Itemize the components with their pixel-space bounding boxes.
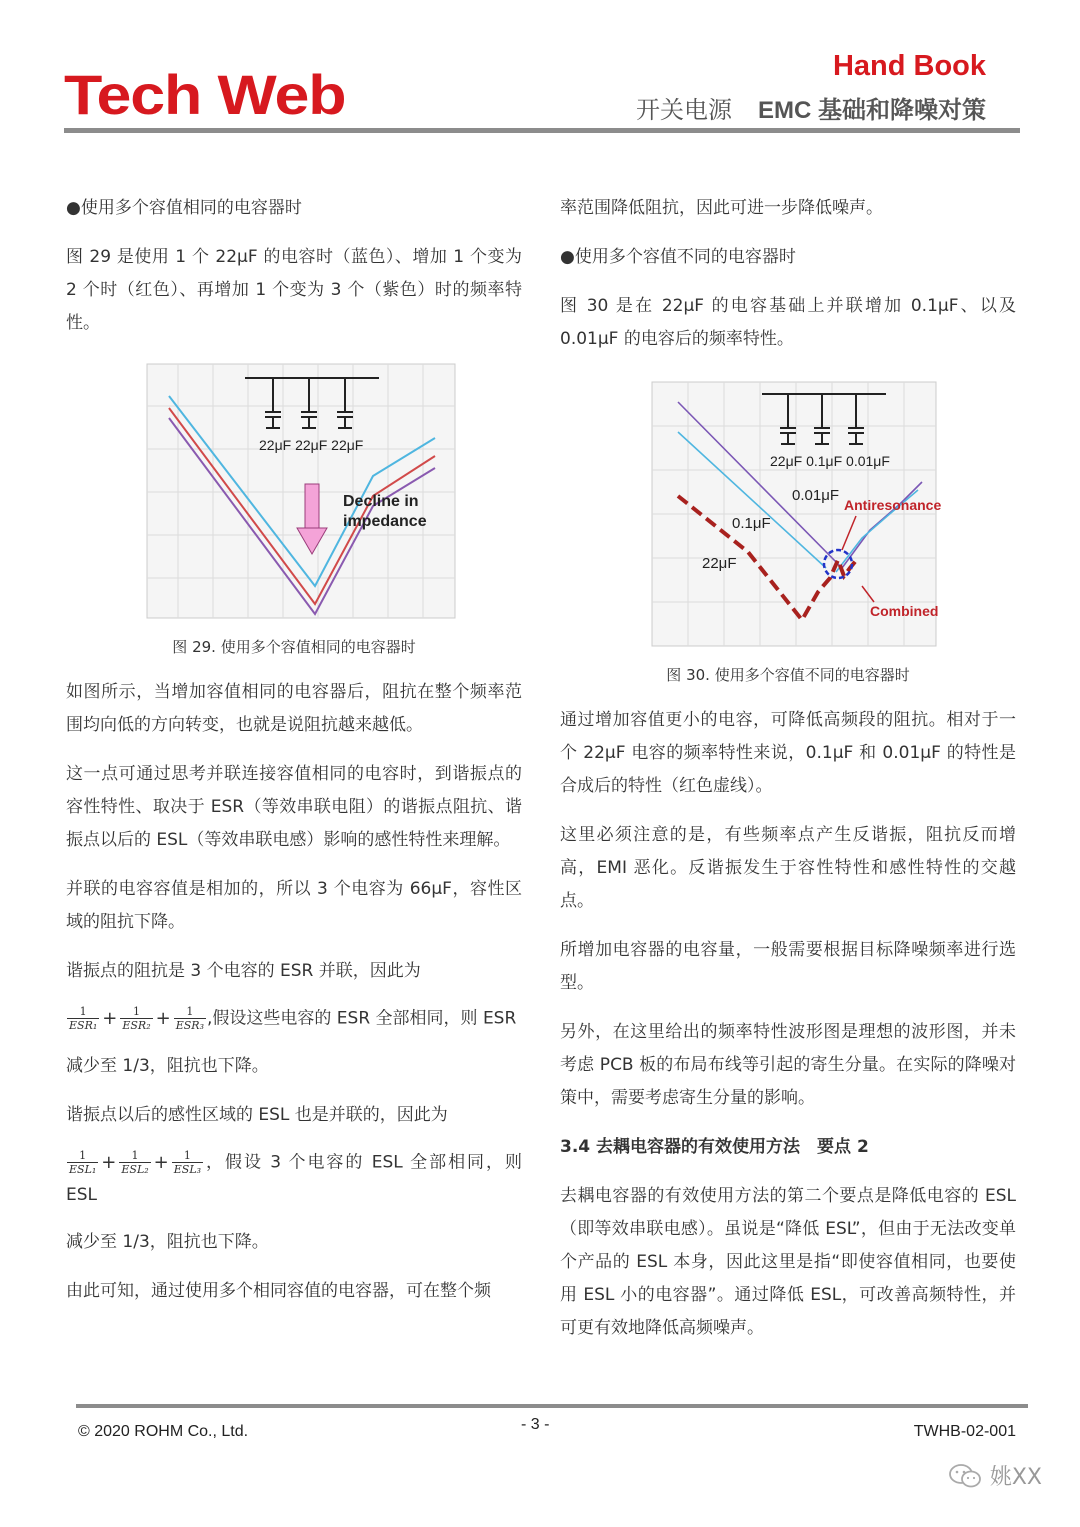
- subtitle-topic: 开关电源: [636, 96, 732, 124]
- left-paragraph: 谐振点以后的感性区域的 ESL 也是并联的，因此为: [66, 1104, 448, 1125]
- esl-fraction-3: $\frac{1}{\text{ESL₃}}$: [173, 1148, 202, 1176]
- left-paragraph: 减少至 1/3，阻抗也下降。: [66, 1232, 269, 1252]
- right-paragraph: 去耦电容器的有效使用方法的第二个要点是降低电容的 ESL（即等效串联电感）。虽说是“降低 ESL”，但由于无法改变单个产品的 ESL 本身，因此这里是指“即使容值相同，也要使用 ESL 小的电容器”。通过降低 ESL，可改善高频特性，并可更有效地降低高频噪声。: [560, 1186, 1016, 1338]
- footer-page-number: - 3 -: [521, 1416, 550, 1433]
- fig30-cap-labels: 22μF 0.1μF 0.01μF: [770, 453, 890, 469]
- footer-doc-id: TWHB-02-001: [913, 1423, 1016, 1440]
- esr-fraction-2: $\frac{1}{\text{ESR₂}}$: [122, 1005, 151, 1032]
- section-3-4-heading: 3.4 去耦电容器的有效使用方法 要点 2: [560, 1137, 869, 1157]
- esr-fraction-1: $\frac{1}{\text{ESR₁}}$: [69, 1005, 98, 1032]
- esr-fraction-3: $\frac{1}{\text{ESR₃}}$: [175, 1005, 204, 1032]
- right-bullet-heading: ●使用多个容值不同的电容器时: [560, 247, 796, 267]
- left-paragraph: 这一点可通过思考并联连接容值相同的电容时，到谐振点的容性特性、取决于 ESR（等效串联电阻）的谐振点阻抗、谐振点以后的 ESL（等效串联电感）影响的感性特性来理解。: [66, 764, 522, 850]
- esr-equation: $\frac{1}{\text{ESR₁}}$ + $\frac{1}{\text{ESR₂}}$ + $\frac{1}{\text{ESR₃}}$ ,假设这些电容的 ESR 全部相同，则 ESR: [69, 1005, 517, 1032]
- right-paragraph: 通过增加容值更小的电容，可降低高频段的阻抗。相对于一个 22μF 电容的频率特性来说，0.1μF 和 0.01μF 的特性是合成后的特性（红色虚线）。: [560, 710, 1016, 796]
- right-column: [560, 192, 1016, 1361]
- left-paragraph: 如图所示，当增加容值相同的电容器后，阻抗在整个频率范围均向低的方向转变，也就是说阻抗越来越低。: [66, 682, 522, 735]
- fig29-cap-labels: 22μF 22μF 22μF: [259, 437, 364, 453]
- figure-29-chart: [66, 356, 522, 628]
- left-paragraph: 由此可知，通过使用多个相同容值的电容器，可在整个频: [66, 1281, 491, 1301]
- figure-30-chart: [560, 372, 1016, 656]
- fig30-label-22: 22μF: [702, 555, 737, 572]
- watermark: [948, 1460, 1042, 1491]
- right-paragraph: 所增加电容器的电容量，一般需要根据目标降噪频率进行选型。: [560, 940, 1016, 993]
- left-paragraph: 减少至 1/3，阻抗也下降。: [66, 1055, 269, 1076]
- left-paragraph: 谐振点的阻抗是 3 个电容的 ESR 并联，因此为: [66, 961, 421, 981]
- footer-rule: [76, 1404, 1028, 1408]
- fig29-arrow-text-1: Decline in: [343, 493, 419, 510]
- techweb-logo: Tech Web: [64, 63, 346, 126]
- right-paragraph: 这里必须注意的是，有些频率点产生反谐振，阻抗反而增高，EMI 恶化。反谐振发生于容性特性和感性特性的交越点。: [560, 825, 1016, 911]
- esl-fraction-2: $\frac{1}{\text{ESL₂}}$: [121, 1148, 149, 1176]
- footer-copyright: © 2020 ROHM Co., Ltd.: [78, 1423, 249, 1440]
- figure-30-caption: 图 30. 使用多个容值不同的电容器时: [666, 666, 910, 684]
- right-paragraph: 率范围降低阻抗，因此可进一步降低噪声。: [560, 198, 883, 218]
- fig30-antiresonance: Antiresonance: [844, 497, 942, 513]
- header-rule: [64, 128, 1020, 133]
- fig30-combined: Combined: [870, 603, 939, 619]
- left-paragraph: 图 29 是使用 1 个 22μF 的电容时（蓝色）、增加 1 个变为 2 个时（红色）、再增加 1 个变为 3 个（紫色）时的频率特性。: [66, 247, 522, 333]
- watermark-text: 姚XX: [989, 1465, 1042, 1490]
- esl-equation: $\frac{1}{\text{ESL₁}}$ + $\frac{1}{\text{ESL₂}}$ + $\frac{1}{\text{ESL₃}}$ ，假设 3 个电容的 ESL 全部相同，则 ESL: [66, 1148, 522, 1205]
- handbook-subtitle: [636, 90, 986, 125]
- fig29-arrow-text-2: impedance: [343, 513, 427, 530]
- left-bullet-heading: ●使用多个容值相同的电容器时: [66, 198, 302, 218]
- figure-29-caption: 图 29. 使用多个容值相同的电容器时: [172, 638, 416, 656]
- wechat-icon: [948, 1463, 982, 1489]
- left-paragraph: 并联的电容容值是相加的，所以 3 个电容为 66μF，容性区域的阻抗下降。: [66, 879, 522, 932]
- fig30-label-01: 0.1μF: [732, 515, 771, 532]
- handbook-title: Hand Book: [832, 50, 986, 82]
- left-column: [66, 192, 522, 1324]
- esl-fraction-1: $\frac{1}{\text{ESL₁}}$: [69, 1148, 97, 1176]
- right-paragraph: 另外，在这里给出的频率特性波形图是理想的波形图，并未考虑 PCB 板的布局布线等引起的寄生分量。在实际的降噪对策中，需要考虑寄生分量的影响。: [560, 1022, 1016, 1108]
- right-paragraph: 图 30 是在 22μF 的电容基础上并联增加 0.1μF、以及 0.01μF 的电容后的频率特性。: [560, 296, 1016, 349]
- fig30-label-001: 0.01μF: [792, 487, 839, 504]
- subtitle-emc: EMC 基础和降噪对策: [758, 97, 986, 124]
